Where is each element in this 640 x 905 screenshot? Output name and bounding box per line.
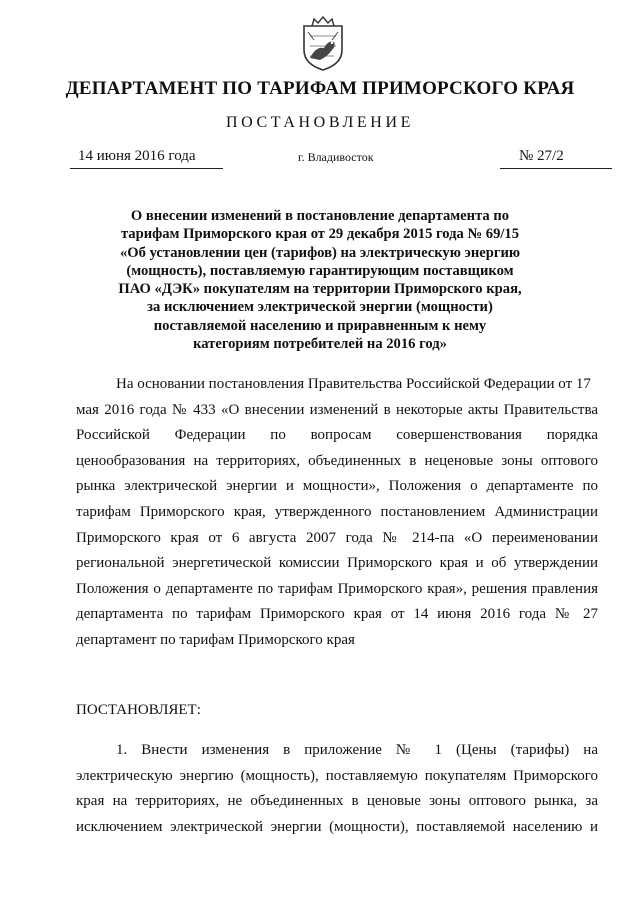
document-title	[92, 207, 548, 353]
title-line: «Об установлении цен (тарифов) на электрическую энергию	[119, 244, 521, 261]
preamble-line: департамента по тарифам Приморского края от 14 июня 2016 года № 27	[76, 606, 598, 623]
preamble-line: департамент по тарифам Приморского края	[76, 631, 355, 648]
preamble-line: Приморского края от 6 августа 2007 года № 214-па «О переименовании	[76, 529, 598, 546]
item-line: 1. Внести изменения в приложение № 1 (Цены (тарифы) на	[116, 742, 598, 758]
title-line: поставляемой населению и приравненным к нему	[153, 317, 487, 334]
coat-of-arms-icon	[298, 16, 348, 72]
item-1-paragraph	[76, 738, 598, 840]
item-line: электрическую энергию (мощность), поставляемую покупателям Приморского	[76, 767, 598, 784]
preamble-line: Российской Федерации по вопросам совершенствования порядка	[76, 427, 598, 444]
preamble-paragraph	[76, 372, 598, 654]
department-name: ДЕПАРТАМЕНТ ПО ТАРИФАМ ПРИМОРСКОГО КРАЯ	[65, 78, 575, 99]
title-line: категориям потребителей на 2016 год»	[193, 336, 447, 353]
title-line: О внесении изменений в постановление департамента по	[130, 208, 510, 224]
item-line: исключением электрической энергии (мощности), поставляемой населению и	[76, 818, 598, 835]
date-underline	[70, 168, 223, 169]
preamble-line: региональной энергетической комиссии Приморского края и об утверждении	[76, 555, 598, 572]
title-line: ПАО «ДЭК» покупателям на территории Приморского края,	[118, 281, 522, 298]
preamble-line: На основании постановления Правительства Российской Федерации от 17	[116, 376, 591, 392]
preamble-line: мая 2016 года № 433 «О внесении изменений в некоторые акты Правительства	[76, 401, 598, 418]
document-number: № 27/2	[519, 148, 564, 164]
resolves-heading: ПОСТАНОВЛЯЕТ:	[76, 702, 201, 718]
document-type: ПОСТАНОВЛЕНИЕ	[226, 114, 414, 131]
preamble-line: Положения о департаменте по тарифам Приморского края», решения правления	[76, 580, 598, 597]
title-line: (мощность), поставляемую гарантирующим поставщиком	[126, 262, 514, 279]
document-city: г. Владивосток	[298, 150, 374, 164]
preamble-line: рынка электрической энергии и мощности», Положения о департаменте по	[76, 478, 598, 495]
number-underline	[500, 168, 612, 169]
item-line: края на территориях, не объединенных в ценовые зоны оптового рынка, за	[76, 793, 598, 810]
preamble-line: тарифам Приморского края, утвержденного постановлением Администрации	[76, 503, 598, 520]
title-line: за исключением электрической энергии (мощности)	[147, 299, 493, 316]
document-date: 14 июня 2016 года	[78, 148, 196, 164]
title-line: тарифам Приморского края от 29 декабря 2015 года № 69/15	[120, 226, 520, 243]
preamble-line: ценообразования на территориях, объединенных в неценовые зоны оптового	[76, 452, 598, 469]
